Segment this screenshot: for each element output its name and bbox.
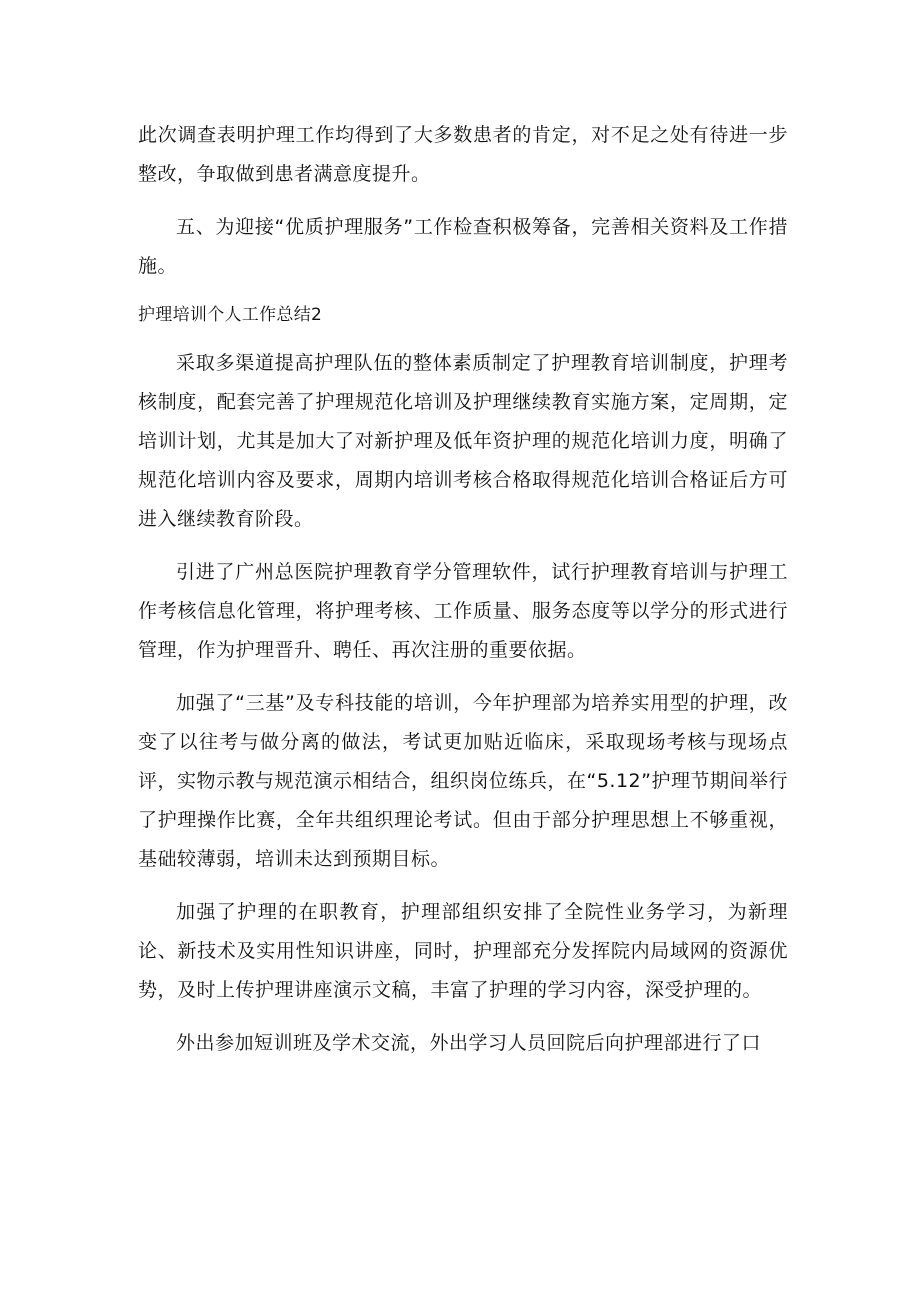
paragraph-credit-software: 引进了广州总医院护理教育学分管理软件，试行护理教育培训与护理工作考核信息化管理，将护理考核、工作质量、服务态度等以学分的形式进行管理，作为护理晋升、聘任、再次注册的重要依据。 [138, 561, 788, 661]
paragraph-external-study: 外出参加短训班及学术交流，外出学习人员回院后向护理部进行了口 [176, 1032, 762, 1054]
paragraph-training-system: 采取多渠道提高护理队伍的整体素质制定了护理教育培训制度，护理考核制度，配套完善了护理规范化培训及护理继续教育实施方案，定周期，定培训计划，尤其是加大了对新护理及低年资护理的规范化培训力度，明确了规范化培训内容及要求，周期内培训考核合格取得规范化培训合格证后方可进入继续教育阶段。 [138, 352, 788, 530]
paragraph-quality-service: 五、为迎接“优质护理服务”工作检查积极筹备，完善相关资料及工作措施。 [138, 216, 788, 277]
paragraph-survey-result: 此次调查表明护理工作均得到了大多数患者的肯定，对不足之处有待进一步整改，争取做到患者满意度提升。 [138, 124, 788, 185]
paragraph-in-service-education: 加强了护理的在职教育，护理部组织安排了全院性业务学习，为新理论、新技术及实用性知识讲座，同时，护理部充分发挥院内局域网的资源优势，及时上传护理讲座演示文稿，丰富了护理的学习内容，深受护理的。 [138, 901, 788, 1001]
document-body [138, 116, 788, 1077]
section-heading: 护理培训个人工作总结2 [138, 305, 323, 325]
paragraph-skills-training: 加强了“三基”及专科技能的培训，今年护理部为培养实用型的护理，改变了以往考与做分离的做法，考试更加贴近临床，采取现场考核与现场点评，实物示教与规范演示相结合，组织岗位练兵，在“5.12”护理节期间举行了护理操作比赛，全年共组织理论考试。但由于部分护理思想上不够重视，基础较薄弱，培训未达到预期目标。 [138, 692, 788, 870]
